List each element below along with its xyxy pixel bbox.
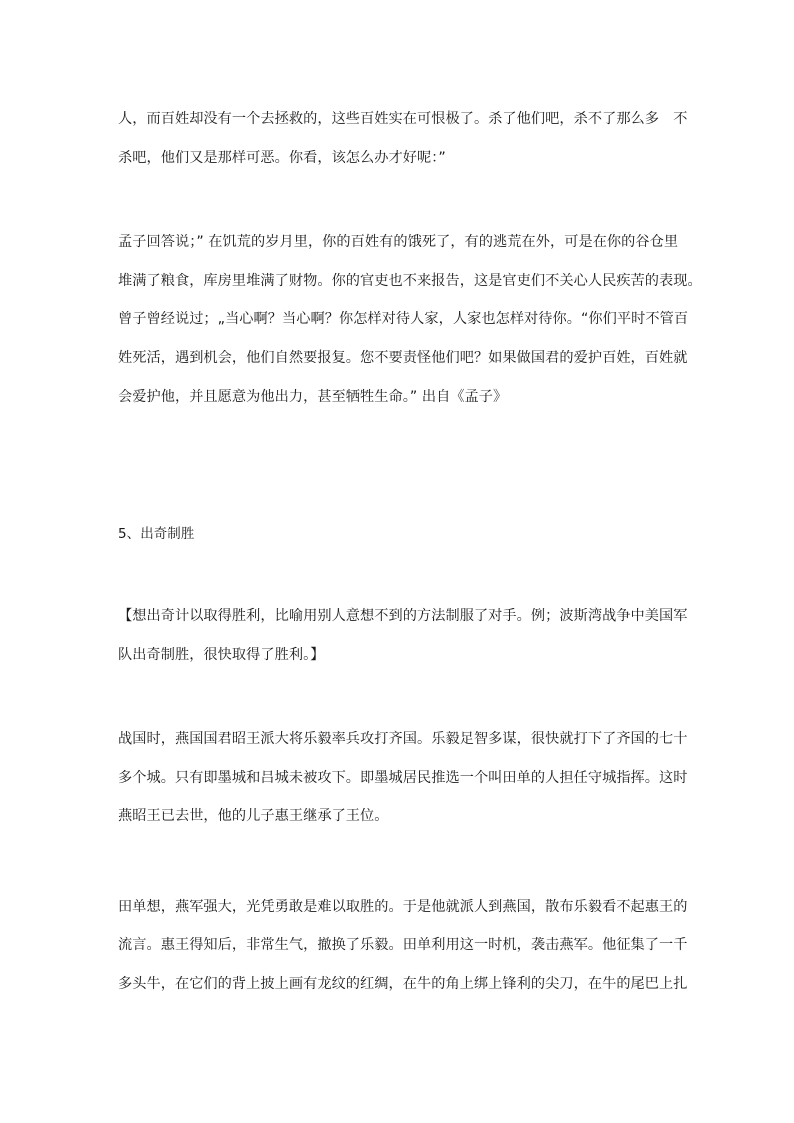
paragraph-2-line-4: 姓死活，遇到机会，他们自然要报复。您不要责怪他们吧？如果做国君的爱护百姓，百姓就 (118, 350, 688, 366)
paragraph-2-line-5: 会爱护他，并且愿意为他出力，甚至牺牲生命。” 出自《孟子》 (118, 389, 508, 405)
paragraph-4-line-2: 多个城。只有即墨城和吕城未被攻下。即墨城居民推选一个叫田单的人担任守城指挥。这时 (118, 770, 688, 786)
paragraph-1-line-1: 人，而百姓却没有一个去拯救的，这些百姓实在可恨极了。杀了他们吧，杀不了那么多 不 (118, 111, 688, 127)
section-heading: 5、出奇制胜 (118, 526, 195, 542)
paragraph-1-line-2: 杀吧，他们又是那样可恶。你看，该怎么办才好呢：” (118, 150, 446, 166)
paragraph-5-line-2: 流言。惠王得知后，非常生气，撤换了乐毅。田单利用这一时机，袭击燕军。他征集了一千 (118, 937, 688, 953)
paragraph-5-line-1: 田单想，燕军强大，光凭勇敢是难以取胜的。于是他就派人到燕国，散布乐毅看不起惠王的 (118, 899, 688, 915)
paragraph-4-line-3: 燕昭王已去世，他的儿子惠王继承了王位。 (118, 808, 389, 824)
paragraph-2-line-1: 孟子回答说；” 在饥荒的岁月里，你的百姓有的饿死了，有的逃荒在外，可是在你的谷仓里 (118, 234, 679, 250)
paragraph-4-line-1: 战国时，燕国国君昭王派大将乐毅率兵攻打齐国。乐毅足智多谋，很快就打下了齐国的七十 (118, 731, 688, 747)
paragraph-2-line-3: 曾子曾经说过；„当心啊？当心啊？你怎样对待人家，人家也怎样对待你。“你们平时不管百 (118, 311, 689, 327)
paragraph-5-line-3: 多头牛，在它们的背上披上画有龙纹的红绸，在牛的角上绑上锋利的尖刀，在牛的尾巴上扎 (118, 976, 688, 992)
paragraph-3-line-1: 【想出奇计以取得胜利，比喻用别人意想不到的方法制服了对手。例；波斯湾战争中美国军 (118, 608, 688, 624)
paragraph-2-line-2: 堆满了粮食，库房里堆满了财物。你的官吏也不来报告，这是官吏们不关心人民疾苦的表现。 (118, 273, 702, 289)
paragraph-3-line-2: 队出奇制胜，很快取得了胜利。】 (118, 647, 325, 663)
